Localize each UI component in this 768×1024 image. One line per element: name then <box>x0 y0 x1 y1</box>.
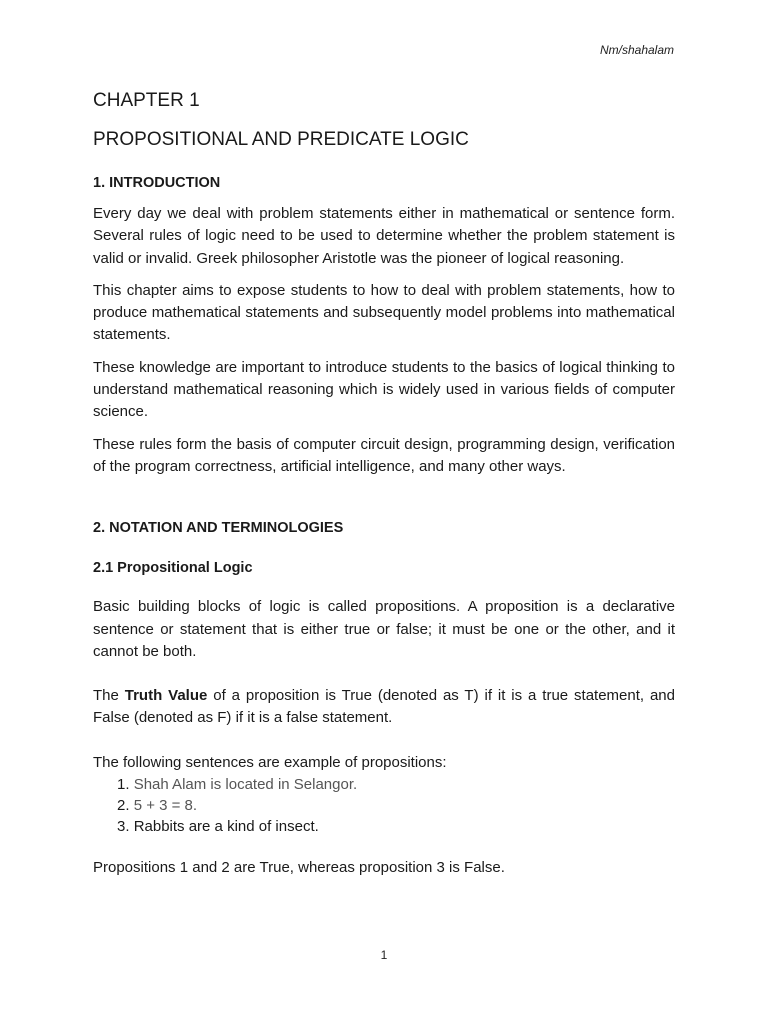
truth-value-prefix: The <box>93 687 125 705</box>
page-number: 1 <box>380 948 388 962</box>
section-heading-notation: 2. NOTATION AND TERMINOLOGIES <box>93 520 344 537</box>
truth-value-term: Truth Value <box>124 687 208 705</box>
list-item-text: Rabbits are a kind of insect. <box>133 818 319 836</box>
subsection-heading-propositional-logic: 2.1 Propositional Logic <box>93 560 253 577</box>
list-item-text: Shah Alam is located in Selangor. <box>133 776 358 794</box>
intro-paragraph-3: These knowledge are important to introduce students to the basics of logical thinking to understand mathematical reasoning which is widely used in various fields of computer science. <box>93 358 675 421</box>
author-header-note: Nm/shahalam <box>599 43 674 57</box>
definition-paragraph: Basic building blocks of logic is called propositions. A proposition is a declarative sentence or statement that is either true or false; it must be one or the other, and it cannot be both. <box>93 598 675 660</box>
list-item <box>117 816 675 837</box>
intro-paragraph-2: This chapter aims to expose students to how to deal with problem statements, how to produce mathematical statements and subsequently model problems into mathematical statements. <box>93 281 675 344</box>
list-item-number: 2. <box>117 797 130 815</box>
intro-paragraph-4: These rules form the basis of computer circuit design, programming design, verification of the program correctness, artificial intelligence, and many other ways. <box>93 435 675 475</box>
spacer <box>93 488 675 518</box>
list-item <box>117 774 675 795</box>
intro-paragraph-1: Every day we deal with problem statements either in mathematical or sentence form. Several rules of logic need to be used to determine whether the problem statement is valid or invalid. Greek philosopher Aristotle was the pioneer of logical reasoning. <box>93 205 675 267</box>
examples-list <box>93 774 675 837</box>
truth-value-paragraph <box>93 685 675 730</box>
truth-value-suffix: of a proposition is True (denoted as T) if it is a true statement, and False (denoted as F) if it is a false statement. <box>93 687 675 727</box>
conclusion-paragraph: Propositions 1 and 2 are True, whereas proposition 3 is False. <box>93 859 505 877</box>
examples-intro: The following sentences are example of propositions: <box>93 753 447 771</box>
chapter-title: PROPOSITIONAL AND PREDICATE LOGIC <box>93 129 469 150</box>
list-item-number: 1. <box>117 776 130 794</box>
list-item-text: 5 + 3 = 8. <box>133 797 198 815</box>
list-item <box>117 795 675 816</box>
section-heading-introduction: 1. INTRODUCTION <box>93 175 221 191</box>
spacer <box>93 837 675 857</box>
page-content <box>93 88 675 889</box>
list-item-number: 3. <box>117 818 130 836</box>
chapter-label: CHAPTER 1 <box>93 90 200 111</box>
